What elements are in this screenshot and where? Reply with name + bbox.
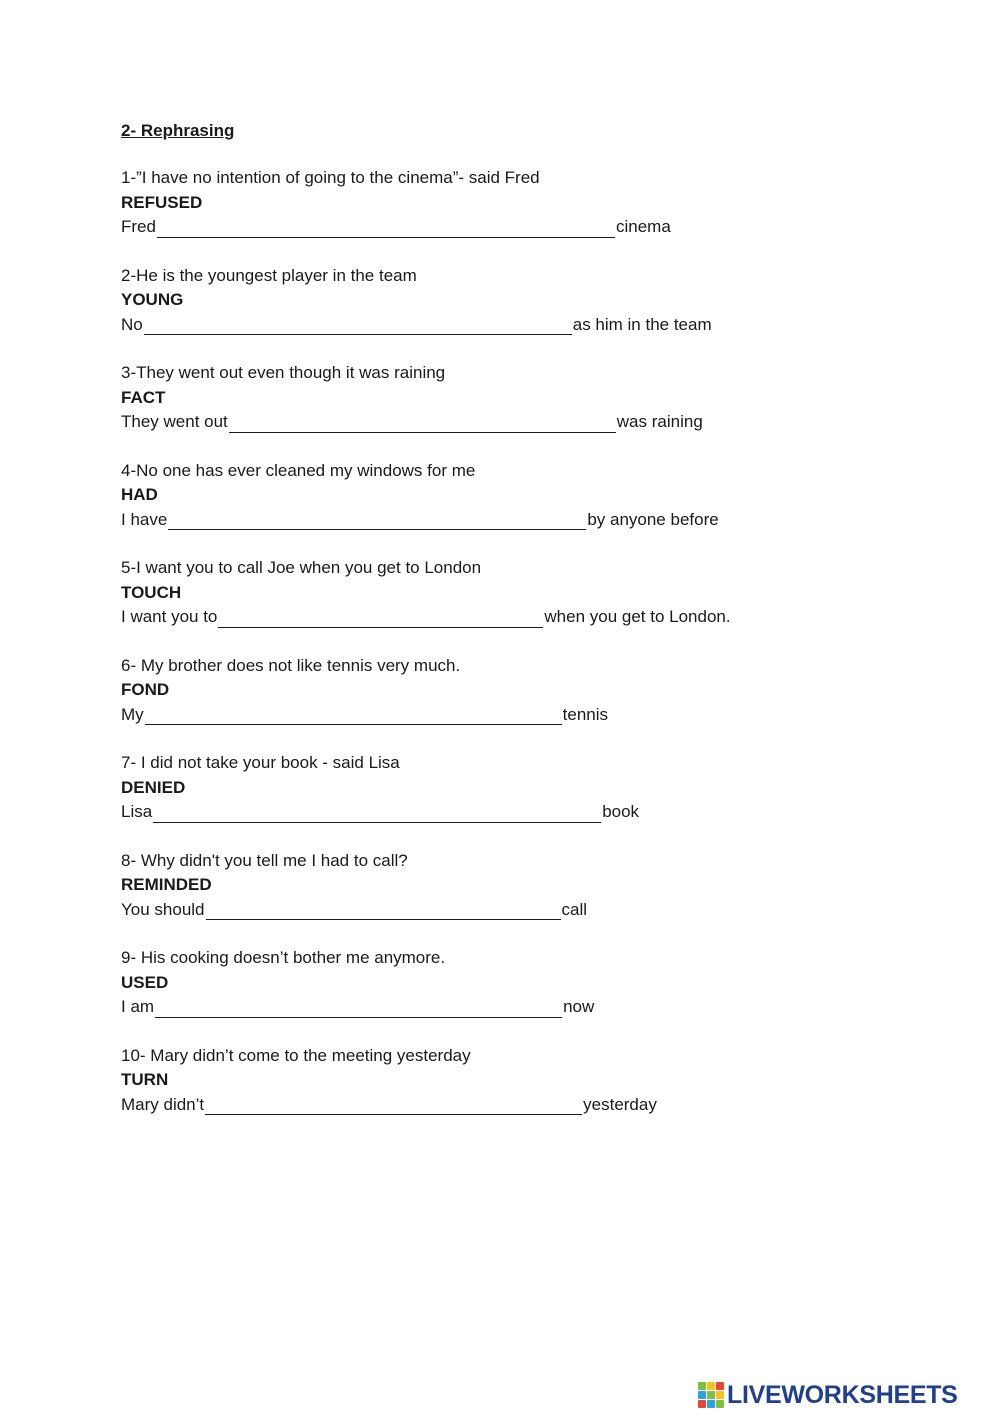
question-keyword: USED (121, 972, 169, 992)
worksheet (121, 120, 881, 1141)
question-keyword: FACT (121, 387, 166, 407)
answer-input[interactable] (168, 512, 586, 530)
answer-input[interactable] (218, 610, 543, 628)
question-1 (121, 166, 881, 240)
answer-start: I have (121, 509, 168, 529)
answer-start: I want you to (121, 607, 218, 626)
question-keyword: TOUCH (121, 582, 182, 602)
logo-tile (698, 1400, 706, 1408)
answer-input[interactable] (145, 707, 562, 725)
answer-input[interactable] (157, 220, 615, 238)
question-keyword: DENIED (121, 777, 186, 797)
logo-tile (698, 1391, 706, 1399)
question-10 (121, 1044, 881, 1118)
answer-start: No (121, 314, 143, 334)
answer-end: as him in the team (572, 314, 712, 334)
question-prompt: 1-”I have no intention of going to the cinema”- said Fred (121, 168, 540, 187)
question-prompt: 8- Why didn't you tell me I had to call? (121, 850, 408, 870)
question-8 (121, 849, 881, 923)
question-prompt: 9- His cooking doesn’t bother me anymore. (121, 948, 446, 967)
question-3 (121, 361, 881, 435)
question-7 (121, 751, 881, 825)
answer-start: They went out (121, 412, 228, 431)
question-prompt: 4-No one has ever cleaned my windows for me (121, 460, 476, 480)
question-keyword: REMINDED (121, 875, 212, 894)
answer-end: book (602, 802, 640, 821)
answer-start: You should (121, 899, 205, 919)
answer-line (121, 1093, 881, 1118)
answer-line (121, 410, 881, 435)
answer-input[interactable] (205, 1097, 582, 1115)
answer-end: tennis (562, 704, 609, 724)
answer-end: now (563, 997, 595, 1016)
question-4 (121, 459, 881, 533)
logo-tile (707, 1391, 715, 1399)
answer-line (121, 995, 881, 1020)
answer-end: when you get to London. (544, 607, 731, 626)
question-keyword: FOND (121, 680, 170, 699)
question-keyword: YOUNG (121, 290, 184, 309)
answer-line (121, 508, 881, 533)
answer-line (121, 605, 881, 630)
answer-start: I am (121, 997, 155, 1016)
logo-text: LIVEWORKSHEETS (727, 1380, 958, 1409)
question-prompt: 2-He is the youngest player in the team (121, 265, 417, 285)
logo-tile (716, 1400, 724, 1408)
question-2 (121, 264, 881, 338)
question-prompt: 3-They went out even though it was raining (121, 363, 446, 382)
answer-end: was raining (616, 412, 703, 431)
logo-tile (716, 1391, 724, 1399)
logo-tile (716, 1382, 724, 1390)
question-prompt: 10- Mary didn’t come to the meeting yesterday (121, 1045, 471, 1065)
answer-end: yesterday (583, 1094, 657, 1114)
answer-input[interactable] (155, 1000, 562, 1018)
answer-line (121, 898, 881, 923)
answer-input[interactable] (144, 317, 572, 335)
worksheet-title: 2- Rephrasing (121, 121, 235, 140)
answer-end: by anyone before (587, 509, 719, 529)
answer-input[interactable] (206, 902, 561, 920)
answer-start: My (121, 704, 144, 724)
answer-start: Lisa (121, 802, 153, 821)
answer-line (121, 703, 881, 728)
answer-line (121, 313, 881, 338)
logo-tile (698, 1382, 706, 1390)
answer-input[interactable] (229, 415, 616, 433)
question-5 (121, 556, 881, 630)
question-keyword: REFUSED (121, 192, 203, 212)
question-prompt: 7- I did not take your book - said Lisa (121, 753, 400, 772)
logo-tile (707, 1382, 715, 1390)
answer-end: cinema (615, 217, 671, 236)
answer-input[interactable] (153, 805, 601, 823)
liveworksheets-logo[interactable] (698, 1378, 958, 1412)
question-prompt: 6- My brother does not like tennis very much. (121, 655, 461, 675)
answer-start: Mary didn’t (121, 1094, 205, 1114)
question-6 (121, 654, 881, 728)
question-prompt: 5-I want you to call Joe when you get to London (121, 558, 482, 577)
question-9 (121, 946, 881, 1020)
question-keyword: HAD (121, 485, 158, 504)
logo-mark-icon (698, 1382, 724, 1408)
logo-tile (707, 1400, 715, 1408)
question-keyword: TURN (121, 1070, 169, 1089)
answer-start: Fred (121, 217, 156, 236)
answer-end: call (561, 899, 588, 919)
answer-line (121, 800, 881, 825)
answer-line (121, 215, 881, 240)
